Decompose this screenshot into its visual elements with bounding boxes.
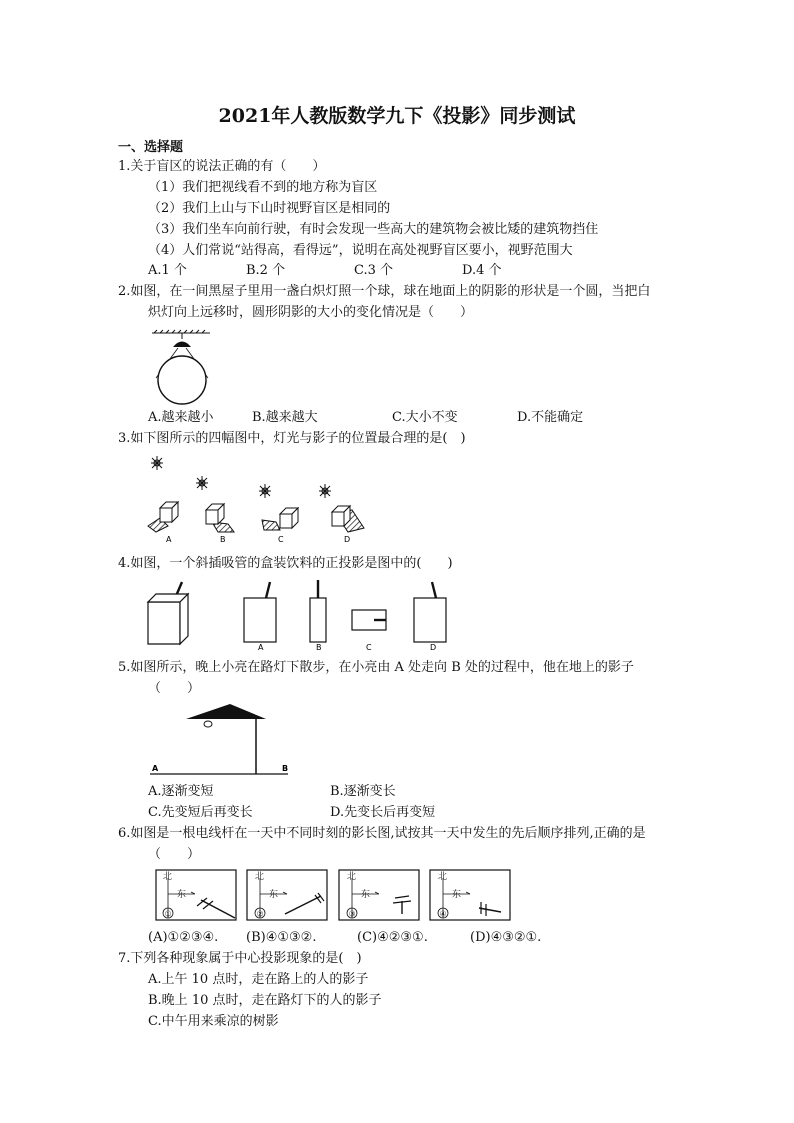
q1-statement: （2）我们上山与下山时视野盲区是相同的 (148, 201, 391, 216)
section-heading: 一、选择题 (118, 140, 184, 155)
north-label: 北 (438, 872, 448, 882)
q6-option-b: (B)④①③②. (246, 930, 317, 945)
juice-box-3d (148, 582, 188, 644)
panel-number: ④ (439, 909, 447, 919)
q5-stem-line1: 5.如图所示，晚上小亮在路灯下散步，在小亮由 A 处走向 B 处的过程中，他在地上的影子 (118, 660, 634, 675)
street-lamp-figure (148, 702, 298, 778)
north-label: 北 (255, 872, 265, 882)
fig-label-d: D (430, 643, 437, 652)
lamp-icon (196, 476, 208, 490)
east-label: 东 (269, 890, 279, 900)
q2-option-d: D.不能确定 (517, 410, 584, 425)
q7-option-a: A.上午 10 点时，走在路上的人的影子 (148, 972, 369, 987)
q6-stem-line1: 6.如图是一根电线杆在一天中不同时刻的影长图,试按其一天中发生的先后顺序排列,正确的是 (118, 826, 646, 841)
projection-a (244, 582, 276, 642)
q5-option-c: C.先变短后再变长 (148, 805, 253, 820)
q2-option-b: B.越来越大 (252, 410, 318, 425)
fig-label-c: C (278, 535, 284, 544)
q7-option-c: C.中午用来乘凉的树影 (148, 1014, 279, 1029)
q2-stem-line2: 炽灯向上远移时，圆形阴影的大小的变化情况是（ ） (148, 305, 474, 320)
fig-label-a: A (258, 643, 264, 652)
q6-option-c: (C)④②③①. (357, 930, 428, 945)
fig-label-b: B (316, 643, 322, 652)
point-a-label: A (152, 764, 159, 773)
q1-statement: （4）人们常说“站得高，看得远”，说明在高处视野盲区要小，视野范围大 (148, 243, 573, 258)
q4-stem: 4.如图，一个斜插吸管的盒装饮料的正投影是图中的( ) (118, 556, 453, 571)
east-label: 东 (177, 890, 187, 900)
page-title: 2021年人教版数学九下《投影》同步测试 (218, 105, 576, 127)
ceiling-hatch (152, 330, 210, 333)
q1-statement: （3）我们坐车向前行驶，有时会发现一些高大的建筑物会被比矮的建筑物挡住 (148, 222, 599, 237)
projection-b (310, 580, 326, 642)
projection-d (414, 582, 446, 642)
q6-option-d: (D)④③②①. (470, 930, 542, 945)
fig-label-a: A (166, 535, 172, 544)
east-label: 东 (361, 890, 371, 900)
q1-statement: （1）我们把视线看不到的地方称为盲区 (148, 180, 378, 195)
q6-option-a: (A)①②③④. (148, 930, 219, 945)
cube-with-shadow-d (332, 506, 364, 532)
q2-option-a: A.越来越小 (148, 410, 214, 425)
lamp-icon (259, 484, 271, 498)
panel-number: ③ (348, 909, 356, 919)
q1-option-b: B.2 个 (246, 263, 286, 278)
q5-option-b: B.逐渐变长 (330, 784, 396, 799)
q7-stem: 7.下列各种现象属于中心投影现象的是( ) (118, 951, 362, 966)
lamp-shadow-figures (140, 452, 380, 544)
q3-stem: 3.如下图所示的四幅图中，灯光与影子的位置最合理的是( ) (118, 431, 466, 446)
lamp-shade-icon (173, 342, 191, 348)
fig-label-d: D (344, 535, 351, 544)
cube-with-shadow-c (262, 508, 298, 530)
north-label: 北 (163, 872, 173, 882)
east-label: 东 (452, 890, 462, 900)
q5-option-d: D.先变长后再变短 (330, 805, 436, 820)
q2-option-c: C.大小不变 (392, 410, 458, 425)
q1-stem: 1.关于盲区的说法正确的有（ ） (118, 159, 326, 174)
lamp-icon (151, 456, 163, 470)
ball-icon (158, 356, 206, 404)
cube-with-shadow-a (148, 502, 178, 532)
north-label: 北 (347, 872, 357, 882)
q1-option-c: C.3 个 (354, 263, 394, 278)
fig-label-c: C (366, 643, 372, 652)
panel-number: ② (256, 909, 264, 919)
q7-option-b: B.晚上 10 点时，走在路灯下的人的影子 (148, 993, 382, 1008)
lamp-ball-figure (148, 330, 218, 405)
lamp-icon (319, 484, 331, 498)
point-b-label: B (282, 764, 289, 773)
q6-stem-line2: （ ） (148, 847, 201, 862)
q1-option-d: D.4 个 (462, 263, 502, 278)
q2-stem-line1: 2.如图，在一间黑屋子里用一盏白炽灯照一个球，球在地面上的阴影的形状是一个圆，当把白 (118, 284, 651, 299)
fig-label-b: B (220, 535, 226, 544)
q1-option-a: A.1 个 (148, 263, 187, 278)
lamp-bulb-icon (204, 721, 212, 727)
lamp-roof-icon (186, 704, 266, 719)
panel-number: ① (164, 909, 172, 919)
cube-with-shadow-b (206, 504, 234, 532)
q5-option-a: A.逐渐变短 (148, 784, 214, 799)
pole-shadow-panels (155, 868, 515, 922)
projection-c (352, 610, 386, 630)
juice-box-figures (140, 578, 460, 653)
q5-stem-line2: （ ） (148, 681, 201, 696)
